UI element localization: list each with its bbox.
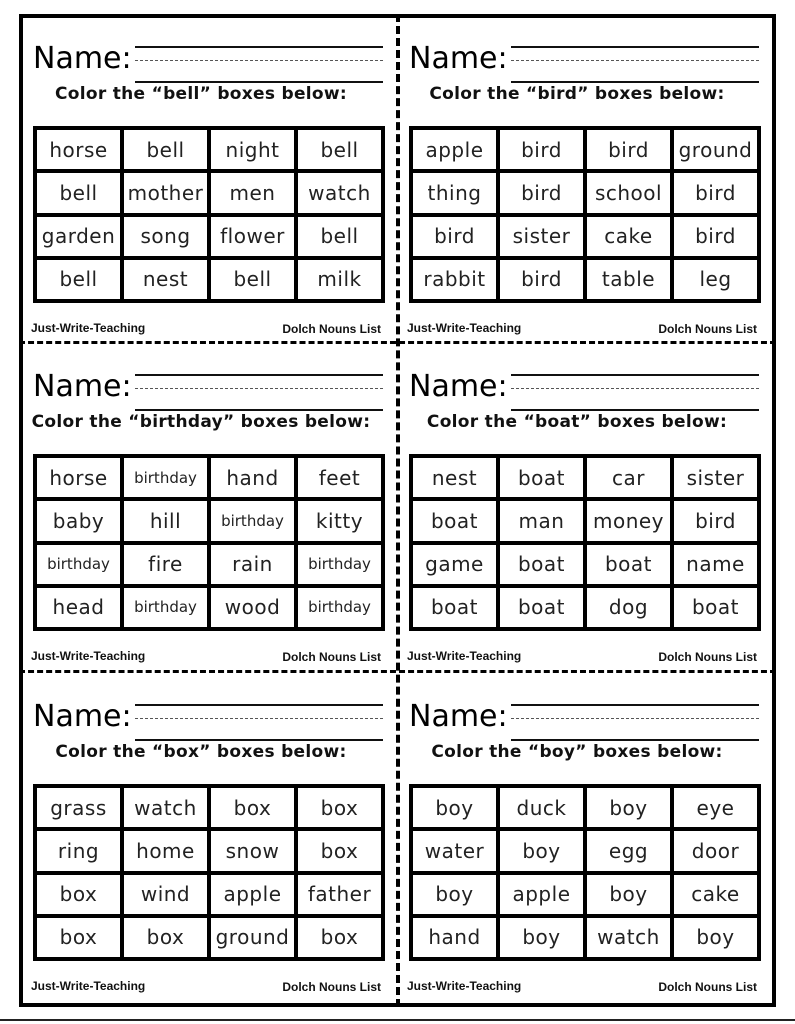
word-box[interactable]: baby <box>37 501 120 540</box>
word-box[interactable]: nest <box>413 458 496 497</box>
word-box[interactable]: snow <box>211 831 294 870</box>
name-line-top <box>135 46 383 48</box>
word-box[interactable]: kitty <box>298 501 381 540</box>
word-box[interactable]: bird <box>674 217 757 256</box>
word-box[interactable]: cake <box>674 875 757 914</box>
word-box[interactable]: watch <box>124 788 207 827</box>
footer-brand: Just-Write-Teaching <box>31 979 146 993</box>
name-row <box>33 30 383 86</box>
word-box[interactable]: sister <box>500 217 583 256</box>
word-box[interactable]: bird <box>500 173 583 212</box>
word-box[interactable]: box <box>37 918 120 957</box>
worksheet-card-birthday <box>21 346 381 671</box>
footer-list-name: Dolch Nouns List <box>658 980 757 994</box>
word-box[interactable]: hand <box>413 918 496 957</box>
word-box[interactable]: box <box>298 788 381 827</box>
footer-list-name: Dolch Nouns List <box>658 650 757 664</box>
word-box[interactable]: name <box>674 545 757 584</box>
name-line-top <box>135 374 383 376</box>
footer-brand: Just-Write-Teaching <box>407 649 522 663</box>
instruction-text: Color the “boy” boxes below: <box>431 742 723 762</box>
word-box[interactable]: hand <box>211 458 294 497</box>
word-box[interactable]: bird <box>413 217 496 256</box>
name-line-baseline <box>511 81 759 83</box>
name-row <box>409 688 759 744</box>
word-box[interactable]: boy <box>674 918 757 957</box>
word-box[interactable]: box <box>37 875 120 914</box>
word-box[interactable]: money <box>587 501 670 540</box>
word-box[interactable]: birthday <box>298 588 381 627</box>
word-box[interactable]: boat <box>413 501 496 540</box>
name-line-midline[interactable] <box>135 388 383 389</box>
worksheet-card-bird <box>397 18 757 343</box>
word-box[interactable]: leg <box>674 260 757 299</box>
word-box[interactable]: birthday <box>124 458 207 497</box>
word-box[interactable]: sister <box>674 458 757 497</box>
worksheet-card-box <box>21 676 381 1001</box>
word-box[interactable]: bird <box>587 130 670 169</box>
word-box[interactable]: apple <box>413 130 496 169</box>
word-box[interactable]: boy <box>413 788 496 827</box>
word-box[interactable]: birthday <box>211 501 294 540</box>
word-box[interactable]: ground <box>211 918 294 957</box>
word-box[interactable]: bird <box>674 173 757 212</box>
word-box[interactable]: bell <box>298 217 381 256</box>
name-line-baseline <box>135 81 383 83</box>
word-box[interactable]: mother <box>124 173 207 212</box>
word-box[interactable]: dog <box>587 588 670 627</box>
word-box[interactable]: head <box>37 588 120 627</box>
word-box[interactable]: feet <box>298 458 381 497</box>
word-box[interactable]: box <box>124 918 207 957</box>
word-box[interactable]: table <box>587 260 670 299</box>
name-row <box>409 358 759 414</box>
word-grid <box>409 454 761 631</box>
word-box[interactable]: bell <box>211 260 294 299</box>
name-label: Name: <box>33 369 132 404</box>
name-line-top <box>511 704 759 706</box>
footer-brand: Just-Write-Teaching <box>407 321 522 335</box>
word-grid <box>409 126 761 303</box>
word-box[interactable]: rabbit <box>413 260 496 299</box>
word-box[interactable]: boy <box>587 875 670 914</box>
word-box[interactable]: boy <box>587 788 670 827</box>
word-box[interactable]: game <box>413 545 496 584</box>
word-grid <box>409 784 761 961</box>
word-box[interactable]: milk <box>298 260 381 299</box>
word-box[interactable]: wood <box>211 588 294 627</box>
word-box[interactable]: ring <box>37 831 120 870</box>
word-box[interactable]: duck <box>500 788 583 827</box>
word-box[interactable]: bird <box>674 501 757 540</box>
worksheet-card-boy <box>397 676 757 1001</box>
word-box[interactable]: box <box>211 788 294 827</box>
word-box[interactable]: box <box>298 831 381 870</box>
word-box[interactable]: bell <box>298 130 381 169</box>
word-box[interactable]: apple <box>211 875 294 914</box>
instruction-text: Color the “bird” boxes below: <box>429 84 725 104</box>
name-line-baseline <box>511 739 759 741</box>
word-box[interactable]: hill <box>124 501 207 540</box>
footer-brand: Just-Write-Teaching <box>31 649 146 663</box>
word-box[interactable]: watch <box>298 173 381 212</box>
name-row <box>33 358 383 414</box>
word-box[interactable]: boat <box>500 458 583 497</box>
instruction-text: Color the “bell” boxes below: <box>54 84 348 104</box>
word-box[interactable]: night <box>211 130 294 169</box>
word-box[interactable]: garden <box>37 217 120 256</box>
word-box[interactable]: bell <box>37 260 120 299</box>
word-box[interactable]: car <box>587 458 670 497</box>
name-label: Name: <box>409 369 508 404</box>
footer-list-name: Dolch Nouns List <box>282 650 381 664</box>
word-box[interactable]: boat <box>674 588 757 627</box>
word-box[interactable]: bird <box>500 260 583 299</box>
word-box[interactable]: school <box>587 173 670 212</box>
footer-list-name: Dolch Nouns List <box>282 322 381 336</box>
word-box[interactable]: apple <box>500 875 583 914</box>
word-box[interactable]: boat <box>500 545 583 584</box>
name-line-midline[interactable] <box>511 388 759 389</box>
word-box[interactable]: birthday <box>298 545 381 584</box>
name-line-baseline <box>135 739 383 741</box>
instruction-text: Color the “boat” boxes below: <box>426 412 728 432</box>
word-grid <box>33 454 385 631</box>
name-label: Name: <box>33 41 132 76</box>
word-box[interactable]: bell <box>124 130 207 169</box>
word-grid <box>33 784 385 961</box>
word-box[interactable]: father <box>298 875 381 914</box>
word-box[interactable]: thing <box>413 173 496 212</box>
word-box[interactable]: bird <box>500 130 583 169</box>
word-box[interactable]: cake <box>587 217 670 256</box>
worksheet-card-bell <box>21 18 381 343</box>
word-box[interactable]: egg <box>587 831 670 870</box>
word-box[interactable]: man <box>500 501 583 540</box>
word-box[interactable]: boy <box>413 875 496 914</box>
word-box[interactable]: watch <box>587 918 670 957</box>
name-row <box>409 30 759 86</box>
word-box[interactable]: rain <box>211 545 294 584</box>
word-box[interactable]: boat <box>413 588 496 627</box>
name-label: Name: <box>409 699 508 734</box>
word-box[interactable]: box <box>298 918 381 957</box>
footer-list-name: Dolch Nouns List <box>282 980 381 994</box>
word-box[interactable]: boy <box>500 918 583 957</box>
bottom-rule <box>0 1019 795 1021</box>
word-box[interactable]: fire <box>124 545 207 584</box>
word-box[interactable]: wind <box>124 875 207 914</box>
word-box[interactable]: birthday <box>37 545 120 584</box>
name-line-top <box>511 374 759 376</box>
word-box[interactable]: water <box>413 831 496 870</box>
footer-brand: Just-Write-Teaching <box>31 321 146 335</box>
word-box[interactable]: boat <box>587 545 670 584</box>
word-box[interactable]: men <box>211 173 294 212</box>
name-line-top <box>511 46 759 48</box>
word-box[interactable]: bell <box>37 173 120 212</box>
name-line-top <box>135 704 383 706</box>
footer-brand: Just-Write-Teaching <box>407 979 522 993</box>
name-label: Name: <box>33 699 132 734</box>
word-box[interactable]: door <box>674 831 757 870</box>
name-row <box>33 688 383 744</box>
name-line-baseline <box>135 409 383 411</box>
word-box[interactable]: boy <box>500 831 583 870</box>
word-box[interactable]: flower <box>211 217 294 256</box>
word-box[interactable]: grass <box>37 788 120 827</box>
word-grid <box>33 126 385 303</box>
word-box[interactable]: ground <box>674 130 757 169</box>
word-box[interactable]: song <box>124 217 207 256</box>
name-line-midline[interactable] <box>511 718 759 719</box>
word-box[interactable]: horse <box>37 458 120 497</box>
word-box[interactable]: eye <box>674 788 757 827</box>
instruction-text: Color the “box” boxes below: <box>55 742 347 762</box>
worksheet-card-boat <box>397 346 757 671</box>
name-line-midline[interactable] <box>135 60 383 61</box>
word-box[interactable]: boat <box>500 588 583 627</box>
word-box[interactable]: home <box>124 831 207 870</box>
instruction-text: Color the “birthday” boxes below: <box>31 412 371 432</box>
word-box[interactable]: birthday <box>124 588 207 627</box>
name-line-midline[interactable] <box>135 718 383 719</box>
name-line-baseline <box>511 409 759 411</box>
name-label: Name: <box>409 41 508 76</box>
word-box[interactable]: horse <box>37 130 120 169</box>
name-line-midline[interactable] <box>511 60 759 61</box>
word-box[interactable]: nest <box>124 260 207 299</box>
footer-list-name: Dolch Nouns List <box>658 322 757 336</box>
